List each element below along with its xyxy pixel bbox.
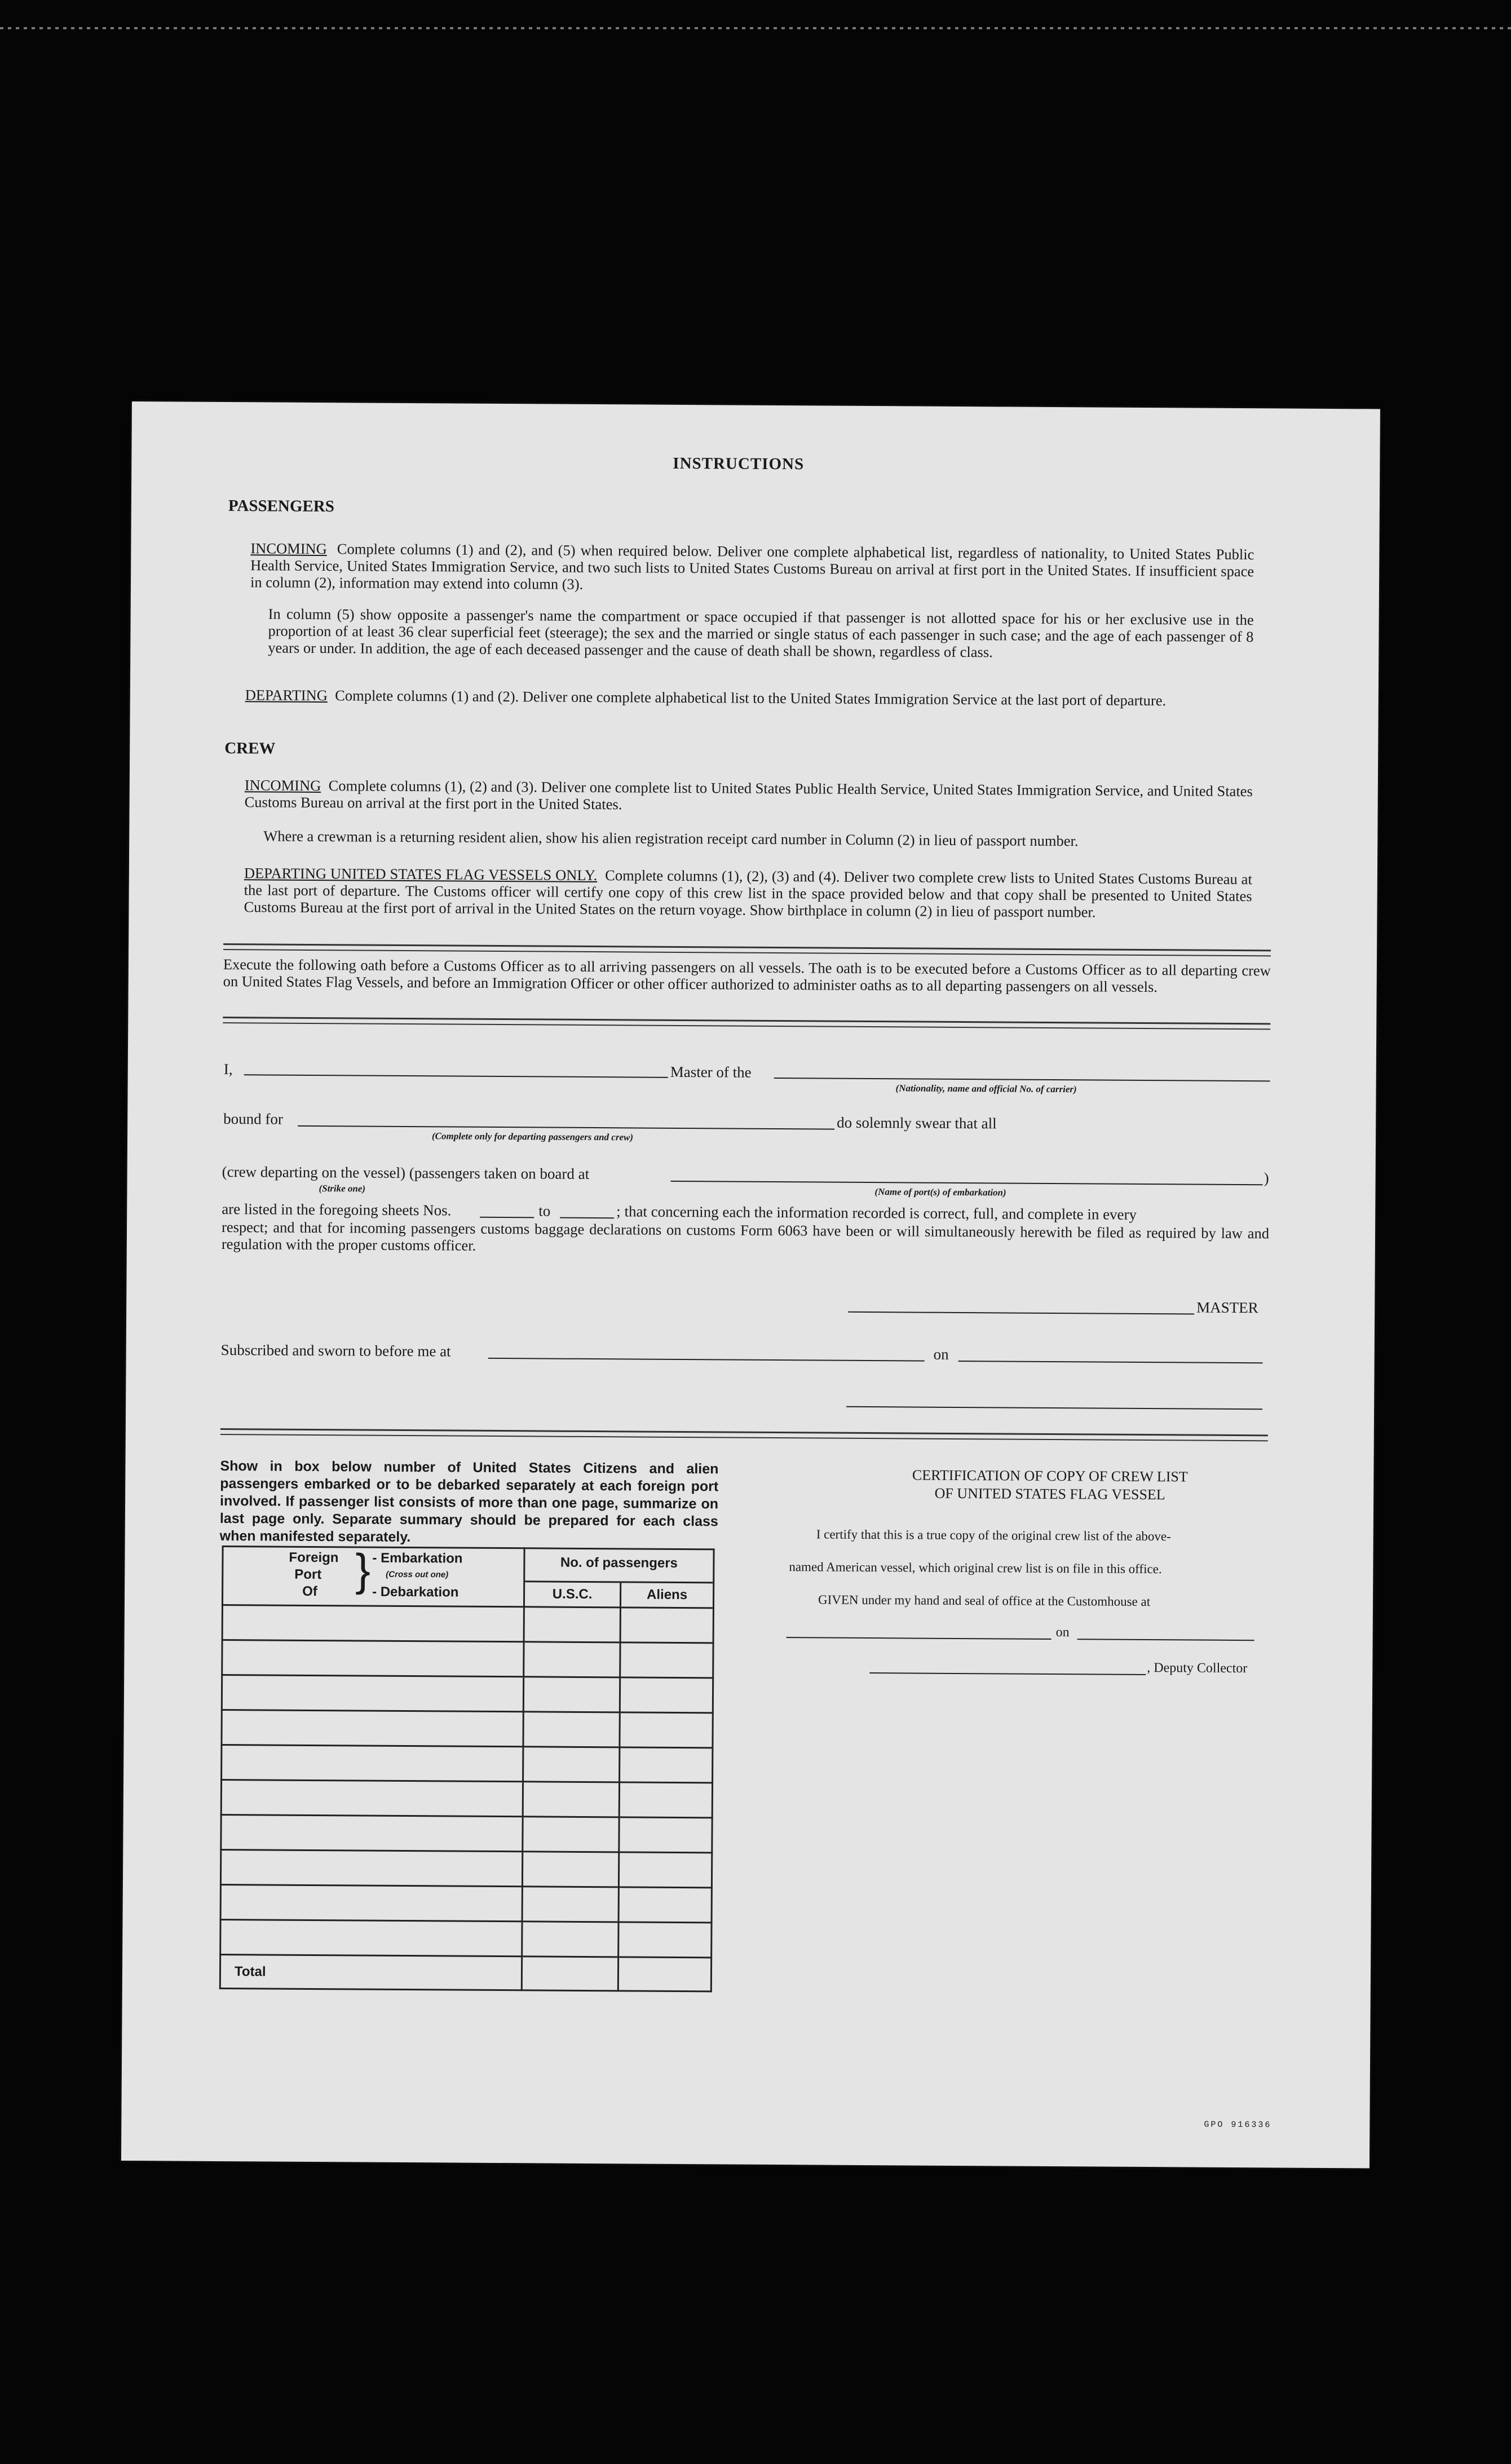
certification-title-line2: OF UNITED STATES FLAG VESSEL — [934, 1485, 1165, 1503]
summary-aliens-cell[interactable] — [620, 1608, 713, 1643]
summary-row — [222, 1640, 713, 1678]
passengers-departing-text: Complete columns (1) and (2). Deliver one complete alphabetical list to the United States Immigration Service at the last port of departure. — [335, 687, 1167, 709]
bound-for-label: bound for — [223, 1110, 284, 1128]
subscribed-label: Subscribed and sworn to before me at — [220, 1341, 451, 1360]
sheets-prefix: are listed in the foregoing sheets Nos. — [222, 1200, 452, 1219]
port-caption: (Name of port(s) of embarkation) — [874, 1186, 1006, 1198]
summary-row — [220, 1850, 712, 1888]
crew-heading: CREW — [224, 739, 276, 758]
master-of-the-label: Master of the — [670, 1063, 752, 1081]
summary-row — [220, 1885, 712, 1923]
form-page — [121, 401, 1380, 2168]
officer-signature-field[interactable] — [846, 1406, 1262, 1410]
crew-resident-paragraph: Where a crewman is a returning resident alien, show his alien registration receipt card number in Column (2) in lieu of passport number. — [263, 827, 1079, 850]
summary-row — [221, 1780, 712, 1818]
bound-caption: (Complete only for departing passengers and crew) — [431, 1131, 634, 1143]
certification-line1: I certify that this is a true copy of the original crew list of the above- — [816, 1527, 1171, 1544]
summary-usc-cell[interactable] — [522, 1852, 618, 1887]
scan-border-line — [0, 27, 1511, 29]
brace-icon: } — [355, 1544, 371, 1595]
summary-aliens-cell[interactable] — [619, 1817, 712, 1853]
embarkation-label: - Embarkation — [372, 1550, 463, 1566]
passengers-header — [524, 1548, 714, 1608]
summary-aliens-cell[interactable] — [620, 1712, 713, 1748]
sheets-continuation: respect; and that for incoming passengers customs baggage declarations on customs Form 6063 have been or will simultaneously herewith be filed as required by law and regulation with the proper customs officer. — [221, 1218, 1270, 1254]
summary-usc-cell[interactable] — [523, 1712, 620, 1747]
summary-port-cell[interactable] — [221, 1780, 523, 1817]
passengers-heading: PASSENGERS — [228, 497, 334, 516]
cross-out-caption: (Cross out one) — [386, 1569, 449, 1580]
sworn-on-label: on — [933, 1345, 949, 1363]
summary-port-cell[interactable] — [222, 1745, 523, 1782]
passengers-incoming-label: INCOMING — [250, 540, 327, 558]
total-label: Total — [220, 1955, 522, 1990]
summary-port-cell[interactable] — [220, 1920, 522, 1957]
passengers-column5-paragraph: In column (5) show opposite a passenger's name the compartment or space occupied if that passenger is not allotted space for his or her exclusive use in the proportion of at least 36 clear superficial feet (steerage); the sex and the married or single status of each passenger in such case; and the age of each passenger of 8 years or under. In addition, the age of each deceased passenger and the cause of death shall be shown, regardless of class. — [268, 605, 1254, 661]
aliens-label: Aliens — [646, 1587, 688, 1603]
certification-on-label: on — [1055, 1625, 1070, 1640]
deputy-signature-field[interactable] — [869, 1672, 1146, 1675]
customhouse-field[interactable] — [787, 1637, 1051, 1640]
summary-row — [222, 1675, 713, 1713]
summary-usc-cell[interactable] — [522, 1922, 618, 1957]
master-name-field[interactable] — [244, 1074, 668, 1078]
section-divider — [223, 943, 1271, 956]
passenger-summary-table — [219, 1545, 715, 1992]
oath-intro: Execute the following oath before a Customs Officer as to all arriving passengers on all vessels. The oath is to be executed before a Customs Officer as to all departing crew on United States Flag Vessels, and before an Immigration Officer or other officer authorized to administer oaths as to all departing passengers on all vessels. — [223, 956, 1271, 996]
strike-one-caption: (Strike one) — [319, 1183, 366, 1194]
summary-aliens-cell[interactable] — [618, 1852, 712, 1888]
summary-aliens-cell[interactable] — [618, 1922, 712, 1958]
summary-row — [222, 1710, 713, 1748]
bound-for-field[interactable] — [298, 1125, 834, 1130]
summary-aliens-cell[interactable] — [620, 1642, 713, 1678]
port-label: Port — [294, 1566, 322, 1583]
summary-port-cell[interactable] — [221, 1815, 523, 1852]
foreign-port-header — [222, 1544, 524, 1607]
usc-label: U.S.C. — [525, 1582, 621, 1606]
total-row — [220, 1955, 711, 1991]
certification-title-line1: CERTIFICATION OF COPY OF CREW LIST — [912, 1467, 1188, 1485]
summary-port-cell[interactable] — [222, 1640, 524, 1677]
sworn-place-field[interactable] — [488, 1358, 925, 1362]
sheets-suffix: ; that concerning each the information recorded is correct, full, and complete in every — [616, 1203, 1137, 1223]
swear-label: do solemnly swear that all — [837, 1114, 997, 1132]
sworn-date-field[interactable] — [958, 1361, 1263, 1363]
certification-line3: GIVEN under my hand and seal of office at the Customhouse at — [818, 1592, 1151, 1609]
carrier-field[interactable] — [774, 1078, 1270, 1081]
passengers-incoming-text: Complete columns (1) and (2), and (5) when required below. Deliver one complete alphabetical list, regardless of nationality, to United States Public Health Service, United States Immigration Service, and two such lists to United States Customs Bureau on arrival at first port in the United States. If insufficient space in column (2), information may extend into column (3). — [250, 540, 1254, 593]
page-title: INSTRUCTIONS — [673, 454, 805, 474]
summary-aliens-cell[interactable] — [618, 1887, 712, 1923]
summary-row — [220, 1920, 712, 1958]
nationality-caption: (Nationality, name and official No. of carrier) — [895, 1083, 1077, 1095]
section-divider — [223, 1017, 1270, 1030]
summary-usc-cell[interactable] — [523, 1747, 620, 1782]
summary-usc-cell[interactable] — [524, 1607, 620, 1642]
certification-date-field[interactable] — [1077, 1639, 1254, 1641]
summary-aliens-cell[interactable] — [619, 1782, 712, 1818]
no-passengers-label: No. of passengers — [525, 1549, 713, 1583]
certification-title — [836, 1466, 1264, 1505]
gpo-number: GPO 916336 — [1204, 2119, 1272, 2130]
of-label: Of — [302, 1583, 317, 1600]
oath-i-label: I, — [223, 1061, 233, 1078]
crew-departing-label: DEPARTING UNITED STATES FLAG VESSELS ONLY. — [244, 864, 598, 884]
summary-instructions: Show in box below number of United States Citizens and alien passengers embarked or to be debarked separately at each foreign port involved. If passenger list consists of more than one page, summarize on last page only. Separate summary should be prepared for each class when manifested separately. — [219, 1458, 719, 1545]
total-usc-cell[interactable] — [522, 1957, 618, 1991]
summary-usc-cell[interactable] — [522, 1887, 618, 1922]
summary-row — [222, 1605, 713, 1643]
crew-incoming-paragraph — [245, 776, 1253, 816]
crew-incoming-text: Complete columns (1), (2) and (3). Deliver one complete list to United States Public Health Service, United States Immigration Service, and United States Customs Bureau on arrival at the first port in the United States. — [244, 777, 1253, 813]
summary-usc-cell[interactable] — [523, 1677, 620, 1712]
summary-port-cell[interactable] — [220, 1885, 522, 1922]
master-label: MASTER — [1196, 1299, 1258, 1317]
total-aliens-cell[interactable] — [618, 1957, 711, 1991]
crew-departing-text: Complete columns (1), (2), (3) and (4). Deliver two complete crew lists to United States Customs Bureau at the last port of departure. The Customs officer will certify one copy of this crew list in the space provided below and that copy shall be presented to United States Customs Bureau at the first port of arrival in the United States on the return voyage. Show birthplace in column (2) in lieu of passport number. — [244, 867, 1252, 921]
passengers-incoming-paragraph — [250, 540, 1254, 597]
summary-row — [222, 1745, 713, 1783]
summary-port-cell[interactable] — [222, 1675, 523, 1712]
passengers-departing-label: DEPARTING — [245, 686, 328, 704]
summary-aliens-cell[interactable] — [620, 1677, 713, 1713]
section-divider — [220, 1428, 1268, 1441]
summary-row — [221, 1815, 712, 1853]
crew-incoming-label: INCOMING — [244, 776, 321, 794]
summary-usc-cell[interactable] — [524, 1642, 620, 1677]
summary-port-cell[interactable] — [220, 1850, 522, 1887]
summary-aliens-cell[interactable] — [620, 1747, 713, 1783]
certification-line2: named American vessel, which original crew list is on file in this office. — [789, 1560, 1162, 1577]
summary-usc-cell[interactable] — [523, 1782, 619, 1817]
summary-port-cell[interactable] — [222, 1710, 523, 1747]
deputy-collector-label: , Deputy Collector — [1147, 1661, 1248, 1676]
sheet-from-field[interactable] — [480, 1217, 534, 1218]
close-paren: ) — [1263, 1169, 1269, 1187]
master-signature-field[interactable] — [848, 1312, 1194, 1315]
passengers-departing-paragraph — [245, 686, 1253, 709]
embarkation-port-field[interactable] — [671, 1181, 1263, 1185]
sheet-to-field[interactable] — [560, 1217, 614, 1219]
crew-departing-paragraph — [244, 864, 1252, 921]
debarkation-label: - Debarkation — [372, 1584, 459, 1600]
summary-port-cell[interactable] — [222, 1605, 524, 1642]
foreign-label: Foreign — [289, 1549, 339, 1566]
crew-departing-label: (crew departing on the vessel) (passengers taken on board at — [222, 1163, 590, 1182]
summary-usc-cell[interactable] — [523, 1817, 619, 1852]
sheets-to: to — [538, 1202, 551, 1220]
